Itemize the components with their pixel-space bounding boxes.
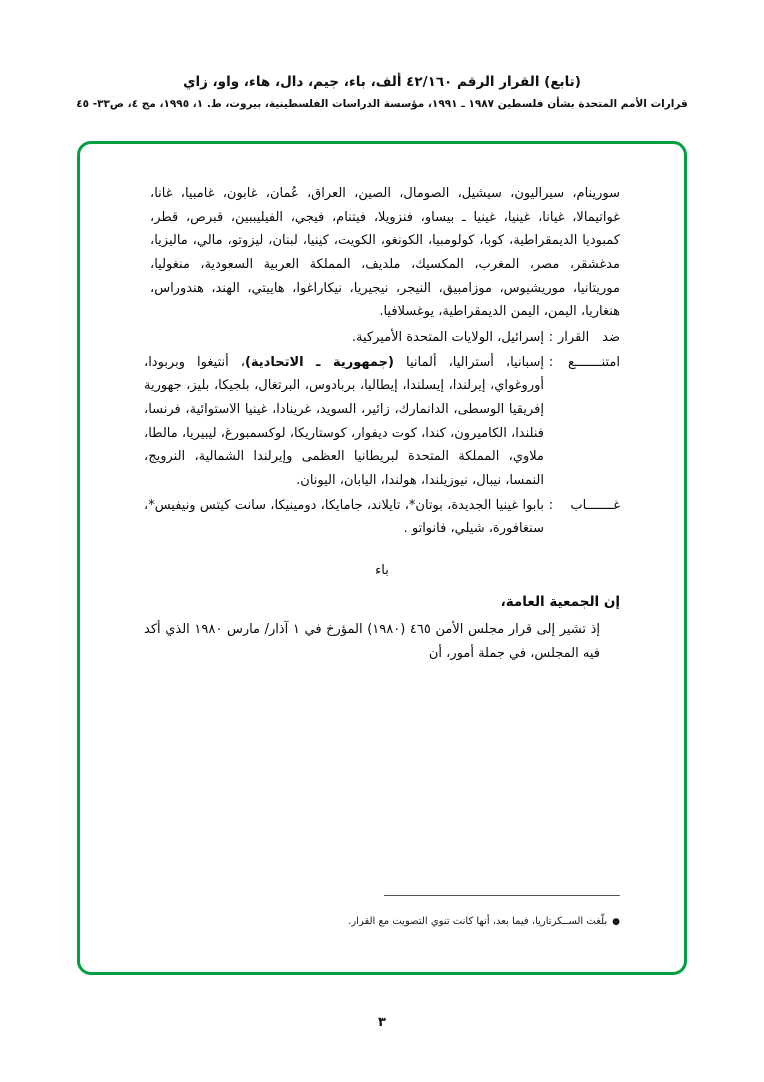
footnote-divider <box>384 895 620 896</box>
vote-colon-against: : <box>548 329 554 345</box>
vote-value-against: إسرائيل، الولايات المتحدة الأميركية. <box>351 329 544 345</box>
resolution-opening-line: إن الجمعية العامة، <box>500 593 620 610</box>
frame-inner-content <box>84 148 680 968</box>
vote-value-absent: بابوا غينيا الجديدة، بوتان*، تايلاند، جامايكا، دومينيكا، سانت كيتس ونيفيس*، سنغافورة، شيلي، فانواتو . <box>144 497 544 537</box>
page-header <box>0 72 764 113</box>
vote-value-abstained: إسبانيا، أستراليا، ألمانيا (جمهورية ـ الاتحادية)، أنتيغوا وبربودا، أوروغواي، إيرلندا، إيسلندا، إيطاليا، بربادوس، البرتغال، بلجيكا، بليز، جهورية إفريقيا الوسطى، الدانمارك، زائير، السويد، غرينادا، غينيا الاستوائية، فرنسا، فنلندا، الكاميرون، كندا، كوت ديفوار، كوستاريكا، لوكسمبورغ، ليبيريا، مالطا، ملاوي، المملكة المتحدة لبريطانيا العظمى وإيرلندا الشمالية، النرويج، النمسا، نيبال، نيوزيلندا، هولندا، اليابان، اليونان. <box>144 354 544 488</box>
vote-row-against <box>144 326 620 350</box>
header-source-citation: قرارات الأمم المتحدة بشأن فلسطين ١٩٨٧ ـ ١٩٩١، مؤسسة الدراسات الفلسطينية، بيروت، ط. ١، ١٩٩٥، مج ٤، ص٣٣- ٤٥ <box>76 98 688 111</box>
vote-row-abstained <box>144 351 620 493</box>
vote-label-against: ضد القرار <box>558 329 620 345</box>
vote-label-abstained: امتنـــــــع <box>568 354 620 370</box>
section-letter-heading: باء <box>375 562 389 578</box>
countries-in-favour-list: سورينام، سيراليون، سيشيل، الصومال، الصين، العراق، عُمان، غابون، غامبيا، غانا، غواتيمالا، غيانا، غينيا، غينيا ـ بيساو، فنزويلا، فيتنام، فيجي، الفيليببين، قبرص، قطر، كمبوديا الديمقراطية، كوبا، كولومبيا، الكونغو، الكويت، كينيا، لبنان، ليزوتو، مالي، ماليزيا، مدغشقر، مصر، المغرب، المكسيك، ملديف، المملكة العربية السعودية، منغوليا، موريتانيا، موريشيوس، موزامبيق، النيجر، نيجيريا، نيكاراغوا، هاييتي، الهند، هندوراس، هنغاريا، اليمن، اليمن الديمقراطية، يوغسلافيا. <box>150 186 620 320</box>
vote-label-absent: غـــــــاب <box>570 497 620 513</box>
green-content-frame <box>77 141 687 975</box>
page-number: ٣ <box>378 1015 386 1030</box>
vote-colon-absent: : <box>548 497 554 513</box>
vote-colon-abstained: : <box>548 354 554 370</box>
footnote-text: بلّغت الســكرتاريا، فيما بعد، أنها كانت تنوي التصويت مع القرار. <box>348 916 608 927</box>
vote-row-absent <box>144 494 620 541</box>
footnote-bullet-icon: ● <box>612 917 620 927</box>
header-title: (تابع) القرار الرقم ٤٢/١٦٠ ألف، باء، جيم، دال، هاء، واو، زاي <box>183 74 581 90</box>
footnote <box>144 914 620 930</box>
resolution-paragraph: إذ تشير إلى قرار مجلس الأمن ٤٦٥ (١٩٨٠) المؤرخ في ١ آذار/ مارس ١٩٨٠ الذي أكد فيه المجلس، في جملة أمور، أن <box>144 621 601 661</box>
